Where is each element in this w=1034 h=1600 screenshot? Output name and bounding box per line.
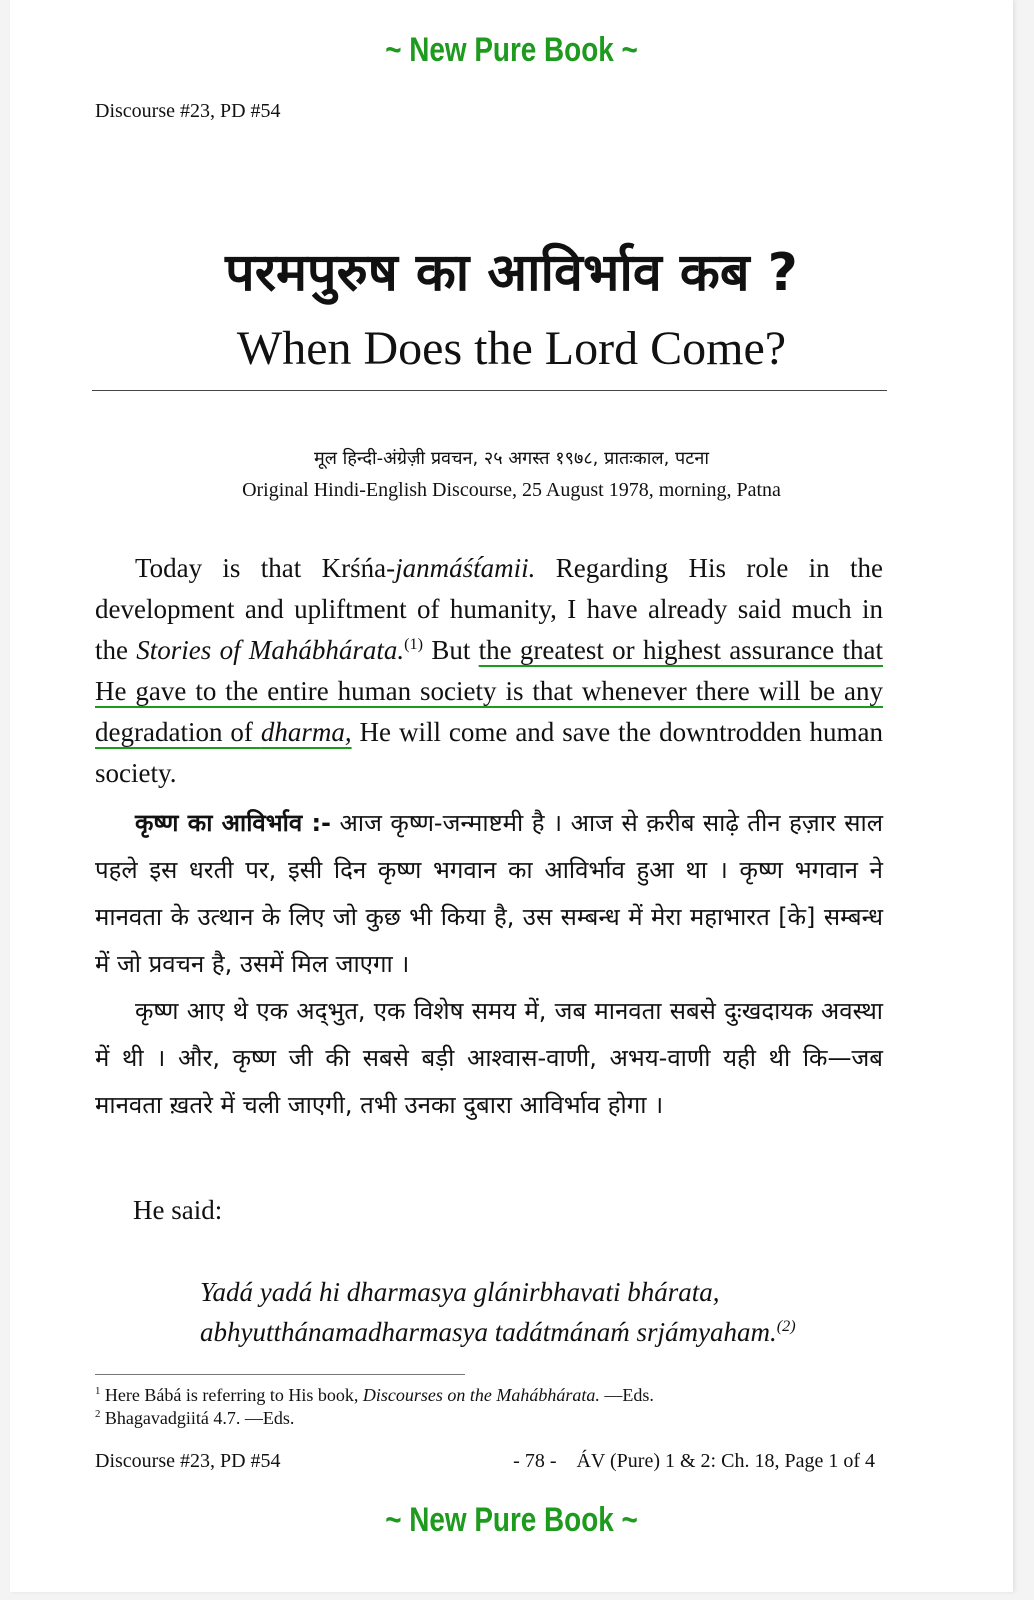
footnote-rule: [95, 1374, 465, 1375]
italic-term: janmáśt́amii.: [395, 553, 536, 583]
footnote-ref-1[interactable]: (1): [404, 635, 424, 653]
footer-right: - 78 - ÁV (Pure) 1 & 2: Ch. 18, Page 1 of 4: [513, 1450, 875, 1472]
footnote-ref-2[interactable]: (2): [776, 1317, 796, 1335]
text-run: Here Bábá is referring to His book,: [100, 1385, 363, 1405]
hindi-paragraph-1: [95, 800, 883, 988]
footer-left: Discourse #23, PD #54: [95, 1450, 281, 1472]
title-english: When Does the Lord Come?: [236, 322, 787, 375]
hindi-heading: कृष्ण का आविर्भाव :-: [135, 809, 332, 837]
text-run: आज कृष्ण-जन्माष्टमी है । आज से क़रीब साढ़े तीन हज़ार साल पहले इस धरती पर, इसी दिन कृष्ण भगवान का आविर्भाव हुआ था । कृष्ण भगवान ने मानवता के उत्थान के लिए जो कुछ भी किया है, उस सम्बन्ध में मेरा महाभारत [के] सम्बन्ध में जो प्रवचन है, उसमें मिल जाएगा ।: [95, 809, 883, 978]
footnote-2: [95, 1407, 294, 1429]
sanskrit-verse: [200, 1272, 796, 1352]
title-rule: [92, 390, 887, 391]
title-hindi: परमपुरुष का आविर्भाव कब ?: [225, 243, 798, 303]
hindi-section: [95, 800, 883, 1129]
bottom-banner: ~ New Pure Book ~: [385, 1501, 638, 1539]
text-run: Regarding His role in the development and upliftment of humanity, I have already said much in the: [95, 553, 883, 665]
text-run: He will come and save the downtrodden human society.: [95, 717, 884, 788]
subtitle-english: Original Hindi-English Discourse, 25 August 1978, morning, Patna: [242, 479, 781, 501]
text-run: Today is that Krśńa-: [135, 553, 396, 583]
english-paragraph: [95, 548, 883, 794]
book-title: Discourses on the Mahábhárata.: [362, 1385, 600, 1405]
verse-line-2: [200, 1312, 796, 1352]
text-run: —Eds.: [599, 1385, 654, 1405]
document-page: [10, 0, 1013, 1592]
italic-term: dharma,: [260, 717, 352, 747]
page-header: Discourse #23, PD #54: [95, 100, 281, 122]
text-run: Bhagavadgiitá 4.7. —Eds.: [100, 1408, 295, 1428]
footnote-1: [95, 1384, 654, 1406]
footnote-number: 2: [95, 1408, 101, 1420]
book-title: Stories of Mahábhárata.: [136, 635, 405, 665]
he-said: He said:: [133, 1195, 223, 1225]
subtitle-hindi: मूल हिन्दी-अंग्रेज़ी प्रवचन, २५ अगस्त १९७८, प्रातःकाल, पटना: [313, 448, 710, 469]
footnote-number: 1: [95, 1385, 101, 1397]
verse-line-1: Yadá yadá hi dharmasya glánirbhavati bhárata,: [200, 1277, 720, 1307]
text-run: abhyutthánamadharmasya tadátmánaḿ srjámyaham.: [200, 1317, 777, 1347]
text-run: the greatest or highest assurance that He gave to the entire human society is that whenever there will be any degradation of: [95, 635, 883, 747]
hindi-paragraph-2: कृष्ण आए थे एक अद्‌भुत, एक विशेष समय में, जब मानवता सबसे दुःखदायक अवस्था में थी । और, कृष्ण जी की सबसे बड़ी आश्वास-वाणी, अभय-वाणी यही थी कि—जब मानवता ख़तरे में चली जाएगी, तभी उनका दुबारा आविर्भाव होगा ।: [95, 997, 883, 1119]
text-run: But: [423, 635, 479, 665]
top-banner: ~ New Pure Book ~: [385, 31, 638, 69]
